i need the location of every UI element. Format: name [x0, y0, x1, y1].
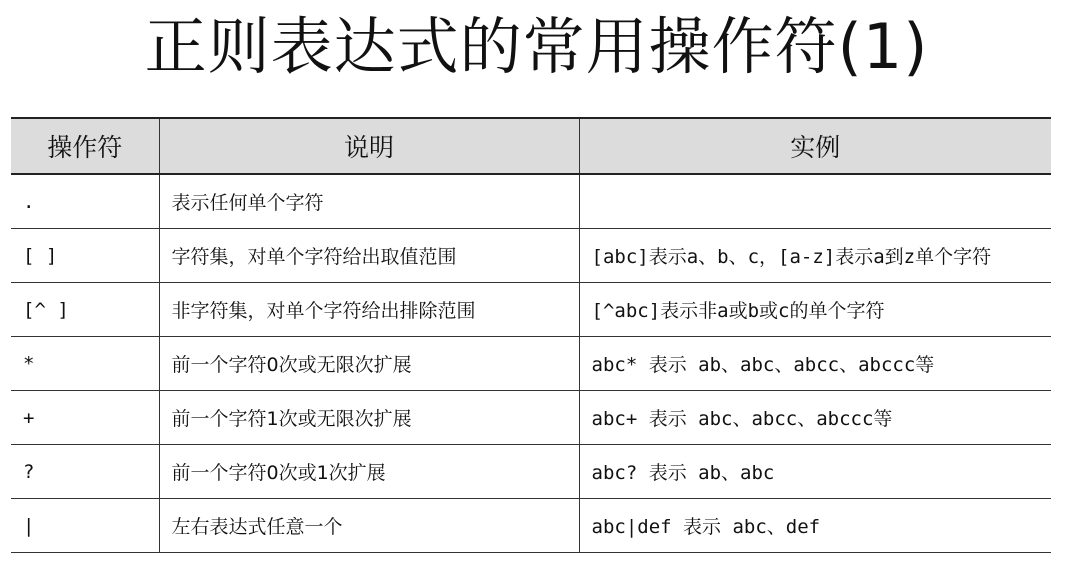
operator-cell: *: [11, 337, 159, 391]
table-row: [11, 229, 1051, 283]
table-row: [11, 283, 1051, 337]
table-row: [11, 174, 1051, 229]
description-cell: 前一个字符0次或无限次扩展: [159, 337, 579, 391]
operator-cell: ?: [11, 445, 159, 499]
table-row: [11, 499, 1051, 553]
table-row: [11, 391, 1051, 445]
header-description: 说明: [159, 118, 579, 174]
example-cell: abc|def 表示 abc、def: [579, 499, 1051, 553]
description-cell: 字符集，对单个字符给出取值范围: [159, 229, 579, 283]
table-header-row: [11, 118, 1051, 174]
example-cell: abc+ 表示 abc、abcc、abccc等: [579, 391, 1051, 445]
description-cell: 非字符集，对单个字符给出排除范围: [159, 283, 579, 337]
description-cell: 左右表达式任意一个: [159, 499, 579, 553]
header-example: 实例: [579, 118, 1051, 174]
example-cell: [579, 174, 1051, 229]
operator-cell: |: [11, 499, 159, 553]
operator-cell: [^ ]: [11, 283, 159, 337]
page-title: 正则表达式的常用操作符(1): [144, 10, 929, 83]
example-cell: [abc]表示a、b、c，[a-z]表示a到z单个字符: [579, 229, 1051, 283]
example-cell: abc* 表示 ab、abc、abcc、abccc等: [579, 337, 1051, 391]
description-cell: 前一个字符0次或1次扩展: [159, 445, 579, 499]
header-operator: 操作符: [11, 118, 159, 174]
table-row: [11, 337, 1051, 391]
operator-cell: [ ]: [11, 229, 159, 283]
table-row: [11, 445, 1051, 499]
description-cell: 表示任何单个字符: [159, 174, 579, 229]
operators-table: [11, 117, 1051, 553]
example-cell: abc? 表示 ab、abc: [579, 445, 1051, 499]
description-cell: 前一个字符1次或无限次扩展: [159, 391, 579, 445]
operator-cell: .: [11, 174, 159, 229]
operator-cell: +: [11, 391, 159, 445]
example-cell: [^abc]表示非a或b或c的单个字符: [579, 283, 1051, 337]
